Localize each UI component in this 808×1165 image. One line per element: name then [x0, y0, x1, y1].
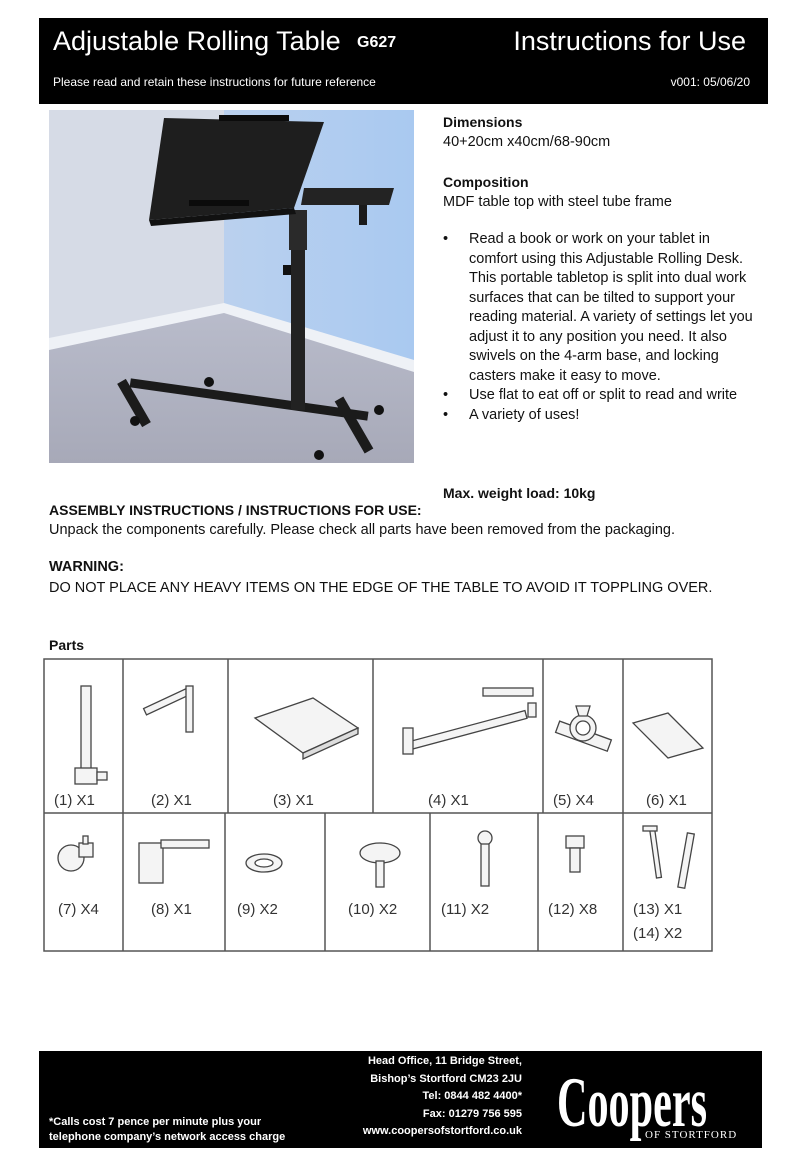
logo-subtext: OF STORTFORD	[645, 1129, 738, 1141]
assembly-text: Unpack the components carefully. Please check all parts have been removed from the packaging.	[49, 522, 675, 538]
part-label-7: (7) X4	[58, 901, 99, 918]
note-line: telephone company’s network access charge	[49, 1131, 286, 1143]
part-label-12: (12) X8	[548, 901, 598, 918]
part-label-9: (9) X2	[237, 901, 278, 918]
coopers-logo	[553, 1061, 753, 1141]
feature-item: • Use flat to eat off or split to read and write	[443, 386, 753, 406]
address-line: Bishop’s Stortford CM23 2JU	[370, 1072, 522, 1085]
part-label-13: (13) X1	[633, 901, 683, 918]
product-code: G627	[357, 34, 397, 51]
parts-heading: Parts	[49, 637, 85, 653]
parts-diagram	[43, 658, 713, 953]
part-label-10: (10) X2	[348, 901, 398, 918]
product-photo	[49, 110, 414, 463]
part-label-1: (1) X1	[54, 792, 95, 809]
part-label-4: (4) X1	[428, 792, 469, 809]
version-date: v001: 05/06/20	[670, 75, 750, 89]
footer-bar	[39, 1051, 762, 1148]
part-label-2: (2) X1	[151, 792, 192, 809]
part-label-3: (3) X1	[273, 792, 314, 809]
note-line: *Calls cost 7 pence per minute plus your	[49, 1116, 262, 1128]
dimensions-label: Dimensions	[443, 114, 523, 130]
part-label-5: (5) X4	[553, 792, 594, 809]
composition-value: MDF table top with steel tube frame	[443, 194, 672, 210]
header-bar	[39, 18, 768, 104]
part-label-6: (6) X1	[646, 792, 687, 809]
max-weight: Max. weight load: 10kg	[443, 485, 596, 501]
header-subtitle: Please read and retain these instructions for future reference	[53, 75, 376, 89]
feature-list	[443, 230, 753, 425]
call-cost-note	[49, 1115, 285, 1145]
document-title: Instructions for Use	[513, 26, 746, 56]
phone-number: Tel: 0844 482 4400*	[422, 1090, 522, 1102]
part-label-11: (11) X2	[441, 901, 490, 918]
product-title: Adjustable Rolling Table	[53, 26, 341, 56]
warning-heading: WARNING:	[49, 559, 124, 575]
address-line: Head Office, 11 Bridge Street,	[367, 1055, 522, 1067]
dimensions-value: 40+20cm x40cm/68-90cm	[443, 134, 611, 150]
part-label-14: (14) X2	[633, 925, 683, 942]
website-link[interactable]: www.coopersofstortford.co.uk	[362, 1125, 522, 1137]
feature-item: • Read a book or work on your tablet in comfort using this Adjustable Rolling Desk. This portable tabletop is split into dual work surfaces that can be tilted to support your reading material. A variety of settings let you adjust it to any position you need. It also swivels on the 4-arm base, and locking casters make it easy to move.	[443, 230, 753, 386]
composition-label: Composition	[443, 174, 529, 190]
logo-text: Coopers	[557, 1063, 707, 1141]
warning-text: DO NOT PLACE ANY HEAVY ITEMS ON THE EDGE OF THE TABLE TO AVOID IT TOPPLING OVER.	[49, 580, 713, 596]
part-label-8: (8) X1	[151, 901, 192, 918]
assembly-heading: ASSEMBLY INSTRUCTIONS / INSTRUCTIONS FOR USE:	[49, 502, 422, 518]
feature-item: • A variety of uses!	[443, 406, 753, 426]
fax-number: Fax: 01279 756 595	[422, 1107, 522, 1120]
contact-block	[363, 1053, 522, 1141]
